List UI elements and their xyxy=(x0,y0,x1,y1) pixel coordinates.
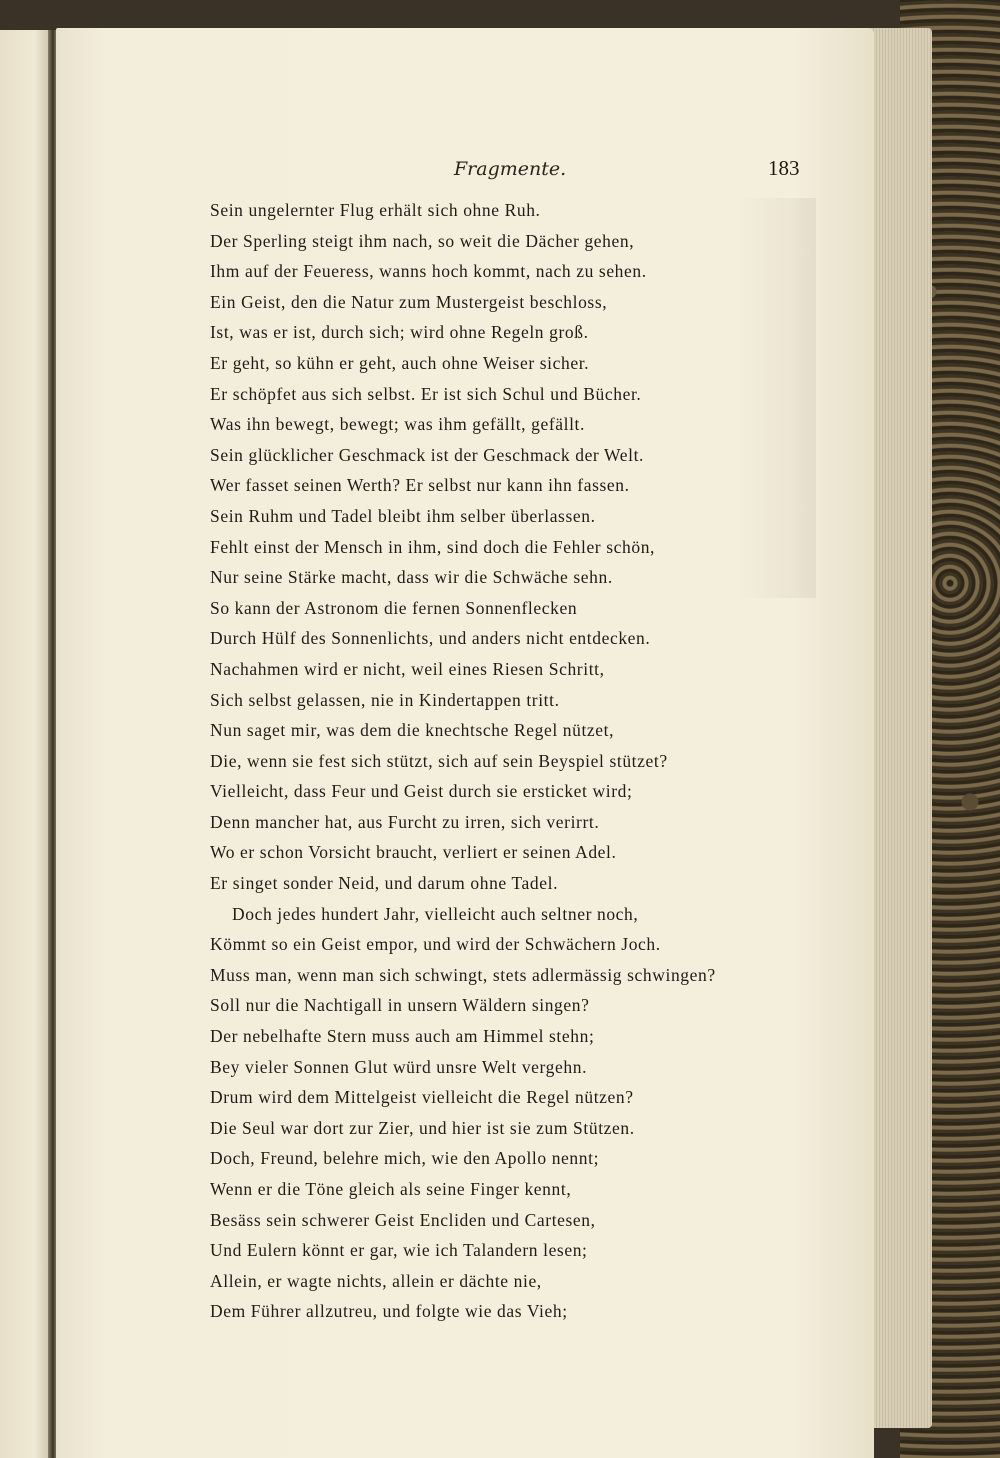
verse-line: Kömmt so ein Geist empor, und wird der Schwächern Joch. xyxy=(210,934,661,955)
verse-line: Durch Hülf des Sonnenlichts, und anders nicht entdecken. xyxy=(210,628,651,649)
verse-line: Die Seul war dort zur Zier, und hier ist sie zum Stützen. xyxy=(210,1117,635,1138)
page-stack-edge xyxy=(868,28,932,1428)
verse-line: Der nebelhafte Stern muss auch am Himmel stehn; xyxy=(210,1026,595,1047)
verse-line: Denn mancher hat, aus Furcht zu irren, sich verirrt. xyxy=(210,811,600,832)
page-number: 183 xyxy=(768,156,800,180)
verse-line: Ist, was er ist, durch sich; wird ohne Regeln groß. xyxy=(210,322,589,343)
verse-line: Der Sperling steigt ihm nach, so weit die Dächer gehen, xyxy=(210,230,635,251)
left-page-edge xyxy=(0,30,50,1458)
verse-line: Die, wenn sie fest sich stützt, sich auf sein Beyspiel stützet? xyxy=(210,750,668,771)
verse-line: Allein, er wagte nichts, allein er dächte nie, xyxy=(210,1270,542,1291)
verse-line: Wo er schon Vorsicht braucht, verliert er seinen Adel. xyxy=(210,842,617,863)
verse-line: So kann der Astronom die fernen Sonnenflecken xyxy=(210,597,578,618)
verse-line: Bey vieler Sonnen Glut würd unsre Welt vergehn. xyxy=(210,1056,588,1077)
verse-line: Sich selbst gelassen, nie in Kindertappen tritt. xyxy=(210,689,560,710)
verse-line: Ein Geist, den die Natur zum Mustergeist beschloss, xyxy=(210,291,608,312)
verse-line: Sein Ruhm und Tadel bleibt ihm selber überlassen. xyxy=(210,505,596,526)
verse-line: Wer fasset seinen Werth? Er selbst nur kann ihn fassen. xyxy=(210,475,630,496)
verse-line: Sein ungelernter Flug erhält sich ohne Ruh. xyxy=(210,200,541,220)
running-head xyxy=(56,158,874,182)
verse-line: Er schöpfet aus sich selbst. Er ist sich Schul und Bücher. xyxy=(210,383,642,404)
verse-line: Sein glücklicher Geschmack ist der Geschmack der Welt. xyxy=(210,444,645,465)
verse-line: Wenn er die Töne gleich als seine Finger kennt, xyxy=(210,1179,572,1199)
verse-line: Und Eulern könnt er gar, wie ich Talandern lesen; xyxy=(210,1240,588,1261)
verse-line: Muss man, wenn man sich schwingt, stets adlermässig schwingen? xyxy=(210,964,716,985)
verse-line: Dem Führer allzutreu, und folgte wie das Vieh; xyxy=(210,1301,568,1322)
verse-line: Soll nur die Nachtigall in unsern Wäldern singen? xyxy=(210,995,590,1016)
verse-line: Er singet sonder Neid, und darum ohne Tadel. xyxy=(210,873,559,894)
book-page xyxy=(56,28,874,1458)
verse-line: Drum wird dem Mittelgeist vielleicht die Regel nützen? xyxy=(210,1087,634,1108)
verse-line: Nur seine Stärke macht, dass wir die Schwäche sehn. xyxy=(210,567,613,588)
verse-line: Er geht, so kühn er geht, auch ohne Weiser sicher. xyxy=(210,352,590,373)
verse-line: Nun saget mir, was dem die knechtsche Regel nützet, xyxy=(210,720,615,741)
verse-line: Doch, Freund, belehre mich, wie den Apollo nennt; xyxy=(210,1148,600,1169)
verse-line: Ihm auf der Feueress, wanns hoch kommt, nach zu sehen. xyxy=(210,261,647,282)
running-head-title: Fragmente. xyxy=(454,158,567,180)
verse-line: Besäss sein schwerer Geist Encliden und Cartesen, xyxy=(210,1209,596,1230)
verse-line: Was ihn bewegt, bewegt; was ihm gefällt, gefällt. xyxy=(210,414,585,435)
verse-line: Nachahmen wird er nicht, weil eines Riesen Schritt, xyxy=(210,658,605,679)
verse-line: Vielleicht, dass Feur und Geist durch sie ersticket wird; xyxy=(210,781,633,802)
verse-text xyxy=(210,195,830,1327)
verse-line: Doch jedes hundert Jahr, vielleicht auch seltner noch, xyxy=(232,903,639,924)
verse-line: Fehlt einst der Mensch in ihm, sind doch die Fehler schön, xyxy=(210,536,656,557)
